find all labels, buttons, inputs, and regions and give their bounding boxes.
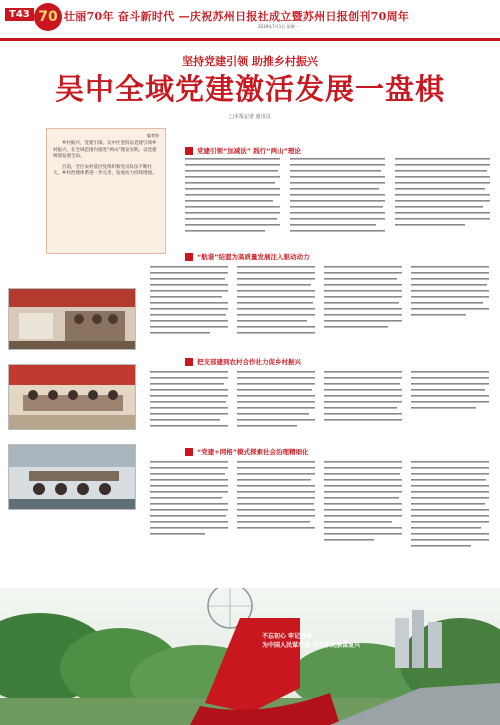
anniversary-title: 壮丽70年 奋斗新时代 —庆祝苏州日报社成立暨苏州日报创刊70周年 <box>64 10 410 23</box>
text-columns-graphic <box>150 264 490 348</box>
section-heading: 党建引领“加减法” 践行“两山”理论 <box>185 140 301 152</box>
section-heading: “党建+网格”模式探索社会治理精细化 <box>185 441 309 453</box>
footer-slogan-line-1: 不忘初心 牢记使命 <box>262 633 313 640</box>
kicker: 坚持党建引领 助推乡村振兴 <box>182 55 318 68</box>
footer-slogan-line-2: 为中国人民谋幸福 为中华民族谋复兴 <box>262 642 361 649</box>
editor-note-paragraph: 乡村振兴，党建引领。吴中区坚持以党建引领乡村振兴，在全域范围内推进“两山”理论实践，以党建统领发展全局。 <box>53 141 157 159</box>
anniversary-emblem-icon: 70 <box>34 3 62 31</box>
page-number: T43 <box>5 8 34 21</box>
section-4-body <box>150 459 490 569</box>
photo-grid-workers-image <box>9 445 136 510</box>
photo-meeting-room-image <box>9 365 136 430</box>
editor-note-paragraph: 目前，全区农村基层党组织和党员队伍不断壮大，乡村治理体系进一步完善，发展动力持续增强。 <box>53 164 157 176</box>
photo-meeting-room <box>8 364 136 430</box>
section-3-body <box>150 369 490 435</box>
section-heading: 把支部建到农村合作社力促乡村振兴 <box>185 351 301 363</box>
editor-note-label: 编者按 <box>147 133 159 138</box>
photo-grid-workers <box>8 444 136 510</box>
photo-party-activity <box>8 288 136 350</box>
headline: 吴中全域党建激活发展一盘棋 <box>54 72 445 106</box>
footer-slogan <box>262 632 360 650</box>
section-heading: “航谐”结盟为高质量发展注入驱动动力 <box>185 246 310 258</box>
text-columns-graphic <box>185 156 490 242</box>
dateline: 2019年7月1日 星期一 <box>258 24 299 29</box>
footer-panorama <box>0 588 500 725</box>
text-columns-graphic <box>150 459 490 569</box>
masthead <box>0 0 500 42</box>
byline: □本报记者 通讯员 <box>229 114 271 120</box>
editor-note-box <box>46 128 166 254</box>
masthead-rule <box>0 38 500 41</box>
text-columns-graphic <box>150 369 490 435</box>
section-2-body <box>150 264 490 348</box>
photo-party-activity-image <box>9 289 136 350</box>
footer-panorama-image <box>0 588 500 725</box>
section-1-body <box>185 156 490 242</box>
